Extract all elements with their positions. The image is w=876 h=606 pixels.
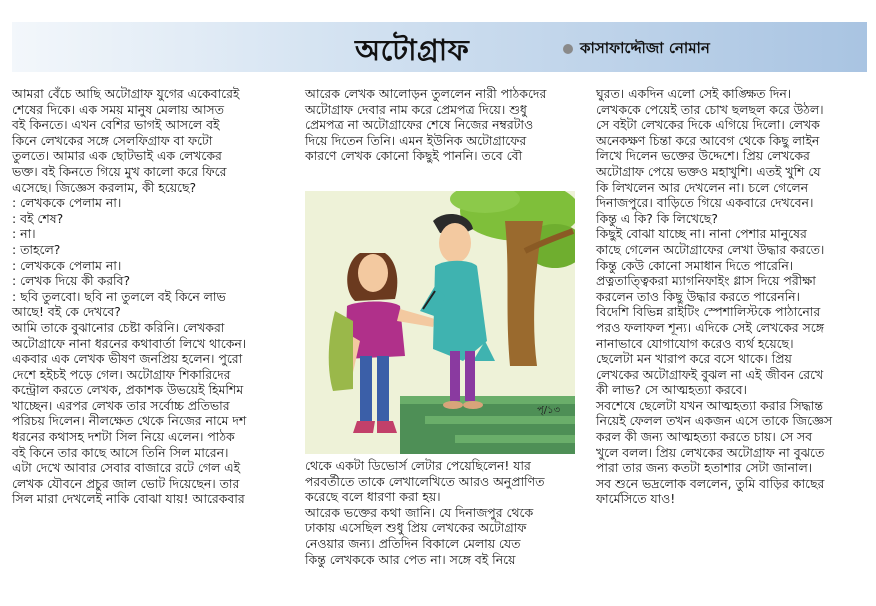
text-line: নিয়েই ফেলল তখন একজন এসে তাকে জিজ্ঞেস	[596, 413, 833, 429]
text-line: প্রেমপত্র না অটোগ্রাফের শেষে নিজের নম্বরটাও	[305, 117, 534, 133]
text-line: একবার এক লেখক ভীষণ জনপ্রিয় হলেন। পুরো	[12, 351, 243, 367]
text-line: : লেখক দিয়ে কী করবি?	[12, 273, 131, 289]
bullet-dot-icon	[563, 44, 573, 54]
text-line: খাচ্ছেন। এরপর লেখক তার সর্বোচ্চ প্রতিভার	[12, 397, 230, 413]
text-line: অটোগ্রাফে নানা ধরনের কথাবার্তা লিখে থাকেন।	[12, 335, 247, 351]
text-line: সিল মারা দেখলেই নাকি বোঝা যায়! আরেকবার	[12, 491, 245, 507]
text-line: এসেছে। জিজ্ঞেস করলাম, কী হয়েছে?	[12, 179, 197, 195]
text-line: অটোগ্রাফ দেবার নাম করে প্রেমপত্র দিয়ে। শুধু	[305, 101, 527, 117]
text-line: ঢাকায় এসেছিল শুধু প্রিয় লেখকের অটোগ্রাফ	[305, 520, 527, 536]
text-line: থেকে একটা ডিভোর্স লেটার পেয়েছিলেন! যার	[305, 458, 531, 473]
text-line: সব শুনে ভদ্রলোক বললেন, তুমি বাড়ির কাছের	[596, 475, 825, 491]
text-line: বিদেশি বিভিন্ন রাইটিং স্পেশালিস্টকে পাঠানোর	[596, 304, 821, 320]
text-line: করল কী জন্য আত্মহত্যা করতে চায়। সে সব	[596, 429, 813, 445]
text-line: পরও ফলাফল শূন্য। এদিকে সেই লেখকের সঙ্গে	[596, 319, 824, 335]
text-line: : বই শেষ?	[12, 210, 64, 226]
text-line: কারণে লেখক কোনো কিছুই পাননি। তবে বৌ	[305, 148, 523, 164]
text-line: লেখকের অটোগ্রাফই বুঝল না এই জীবন রেখে	[596, 366, 824, 382]
text-line: এটা দেখে আবার সেবার বাজারে রটে গেল এই	[12, 460, 241, 476]
text-line: তুলতে। আমার এক ছোটভাই এক লেখকের	[12, 148, 222, 164]
text-column-2-top	[305, 86, 577, 164]
text-line: ঘুরত। একদিন এলো সেই কাঙ্ক্ষিত দিন।	[596, 86, 792, 101]
text-line: সবশেষে ছেলেটা যখন আত্মহত্যা করার সিদ্ধান্ত	[596, 397, 823, 413]
text-line: ধরনের কথাসহ দশটা সিল নিয়ে এলেন। পাঠক	[12, 429, 235, 445]
text-line: কি লিখলেন আর দেখলেন না। চলে গেলেন	[596, 179, 808, 195]
text-line: দিয়ে দিতেন তিনি। এমন ইউনিক অটোগ্রাফের	[305, 132, 527, 148]
cartoon-illustration	[305, 191, 575, 454]
text-line: শেষের দিকে। এক সময় মানুষ মেলায় আসত	[12, 101, 224, 117]
text-line: আমরা বেঁচে আছি অটোগ্রাফ যুগের একেবারেই	[12, 86, 240, 101]
text-line: কিন্তু এ কি? কি লিখেছে?	[596, 210, 718, 226]
text-line: ভক্ত। বই কিনতে গিয়ে মুখ কালো করে ফিরে	[12, 163, 227, 179]
text-line: ছেলেটা মন খারাপ করে বসে থাকে। প্রিয়	[596, 351, 792, 367]
text-line: করলেন তাও কিছু উদ্ধার করতে পারেননি।	[596, 288, 800, 304]
text-line: কন্ট্রোল করতে লেখক, প্রকাশক উভয়েই হিমশিম	[12, 382, 244, 398]
text-line: দেশে হইচই পড়ে গেল। অটোগ্রাফ শিকারিদের	[12, 366, 231, 382]
text-line: দিনাজপুরে। বাড়িতে গিয়ে একবারে দেখবেন।	[596, 195, 814, 211]
text-line: কিন্তু কেউ কোনো সমাধান দিতে পারেনি।	[596, 257, 794, 273]
text-column-1	[12, 86, 288, 507]
text-line: বই কিনতে। এখন বেশির ভাগই আসলে বই	[12, 117, 220, 133]
text-line: কী লাভ? সে আত্মহত্যা করবে।	[596, 382, 747, 398]
article-author: কাসাফাদ্দৌজা নোমান	[580, 39, 710, 57]
text-line: নানাভাবে যোগাযোগ করেও ব্যর্থ হয়েছে।	[596, 335, 794, 351]
text-line: আমি তাকে বুঝানোর চেষ্টা করিনি। লেখকরা	[12, 319, 225, 335]
text-line: আছে! বই কে দেখবে?	[12, 304, 121, 320]
text-line: : লেখককে পেলাম না।	[12, 195, 122, 211]
text-line: খুলে বলল। প্রিয় লেখকের অটোগ্রাফ না বুঝতে	[596, 444, 825, 460]
text-line: সে বইটা লেখকের দিকে এগিয়ে দিলো। লেখক	[596, 117, 820, 133]
text-line: লেখককে পেয়েই তার চোখ ছলছল করে উঠল।	[596, 101, 824, 117]
text-column-3	[596, 86, 872, 507]
text-line: নেওয়ার জন্য। প্রতিদিন বিকালে মেলায় যেত	[305, 535, 521, 551]
text-line: : ছবি তুলবো। ছবি না তুললে বই কিনে লাভ	[12, 288, 226, 304]
text-line: লিখে দিলেন ভক্তের উদ্দেশে। প্রিয় লেখকের	[596, 148, 810, 164]
text-line: ফার্মেসিতে যাও!	[596, 491, 676, 507]
article-title: অটোগ্রাফ	[355, 33, 470, 67]
text-line: অটোগ্রাফ পেয়ে ভক্তও মহাখুশি। এতই খুশি যে	[596, 163, 821, 179]
illustration-caption: পৃ/১৩	[537, 405, 561, 416]
text-line: কিন্তু লেখককে আর পেত না। সঙ্গে বই নিয়ে	[305, 551, 516, 567]
text-line: আরেক লেখক আলোড়ন তুললেন নারী পাঠকদের	[305, 86, 547, 101]
text-line: কিছুই বোঝা যাচ্ছে না। নানা পেশার মানুষের	[596, 226, 807, 242]
text-line: আরেক ভক্তের কথা জানি। যে দিনাজপুর থেকে	[305, 504, 534, 520]
text-line: লেখক যৌবনে প্রচুর জাল ভোট দিয়েছেন। তার	[12, 475, 240, 491]
text-line: : না।	[12, 226, 36, 242]
text-line: অনেকক্ষণ চিন্তা করে আবেগ থেকে কিছু লাইন	[596, 132, 820, 148]
text-line: বই কিনে তার কাছে আসে তিনি সিল মারেন।	[12, 444, 229, 460]
text-line: কাছে গেলেন অটোগ্রাফের লেখা উদ্ধার করতে।	[596, 241, 825, 257]
text-column-2-bottom	[305, 458, 577, 567]
text-line: : তাহলে?	[12, 241, 61, 257]
text-line: কিনে লেখকের সঙ্গে সেলফিগ্রাফ বা ফটো	[12, 132, 213, 148]
text-line: পরিচয় দিলেন। নীলক্ষেত থেকে নিজের নামে দশ	[12, 413, 247, 429]
text-line: : লেখককে পেলাম না।	[12, 257, 122, 273]
text-line: পারা তার জন্য কতটা হতাশার সেটা জানাল।	[596, 460, 813, 476]
text-line: পরবর্তীতে তাকে লেখালেখিতে আরও অনুপ্রাণিত	[305, 473, 545, 489]
text-line: করেছে বলে ধারণা করা হয়।	[305, 489, 441, 505]
text-line: প্রত্নতাত্ত্বিকরা ম্যাগনিফাইং গ্লাস দিয়ে পরীক্ষা	[596, 273, 816, 289]
